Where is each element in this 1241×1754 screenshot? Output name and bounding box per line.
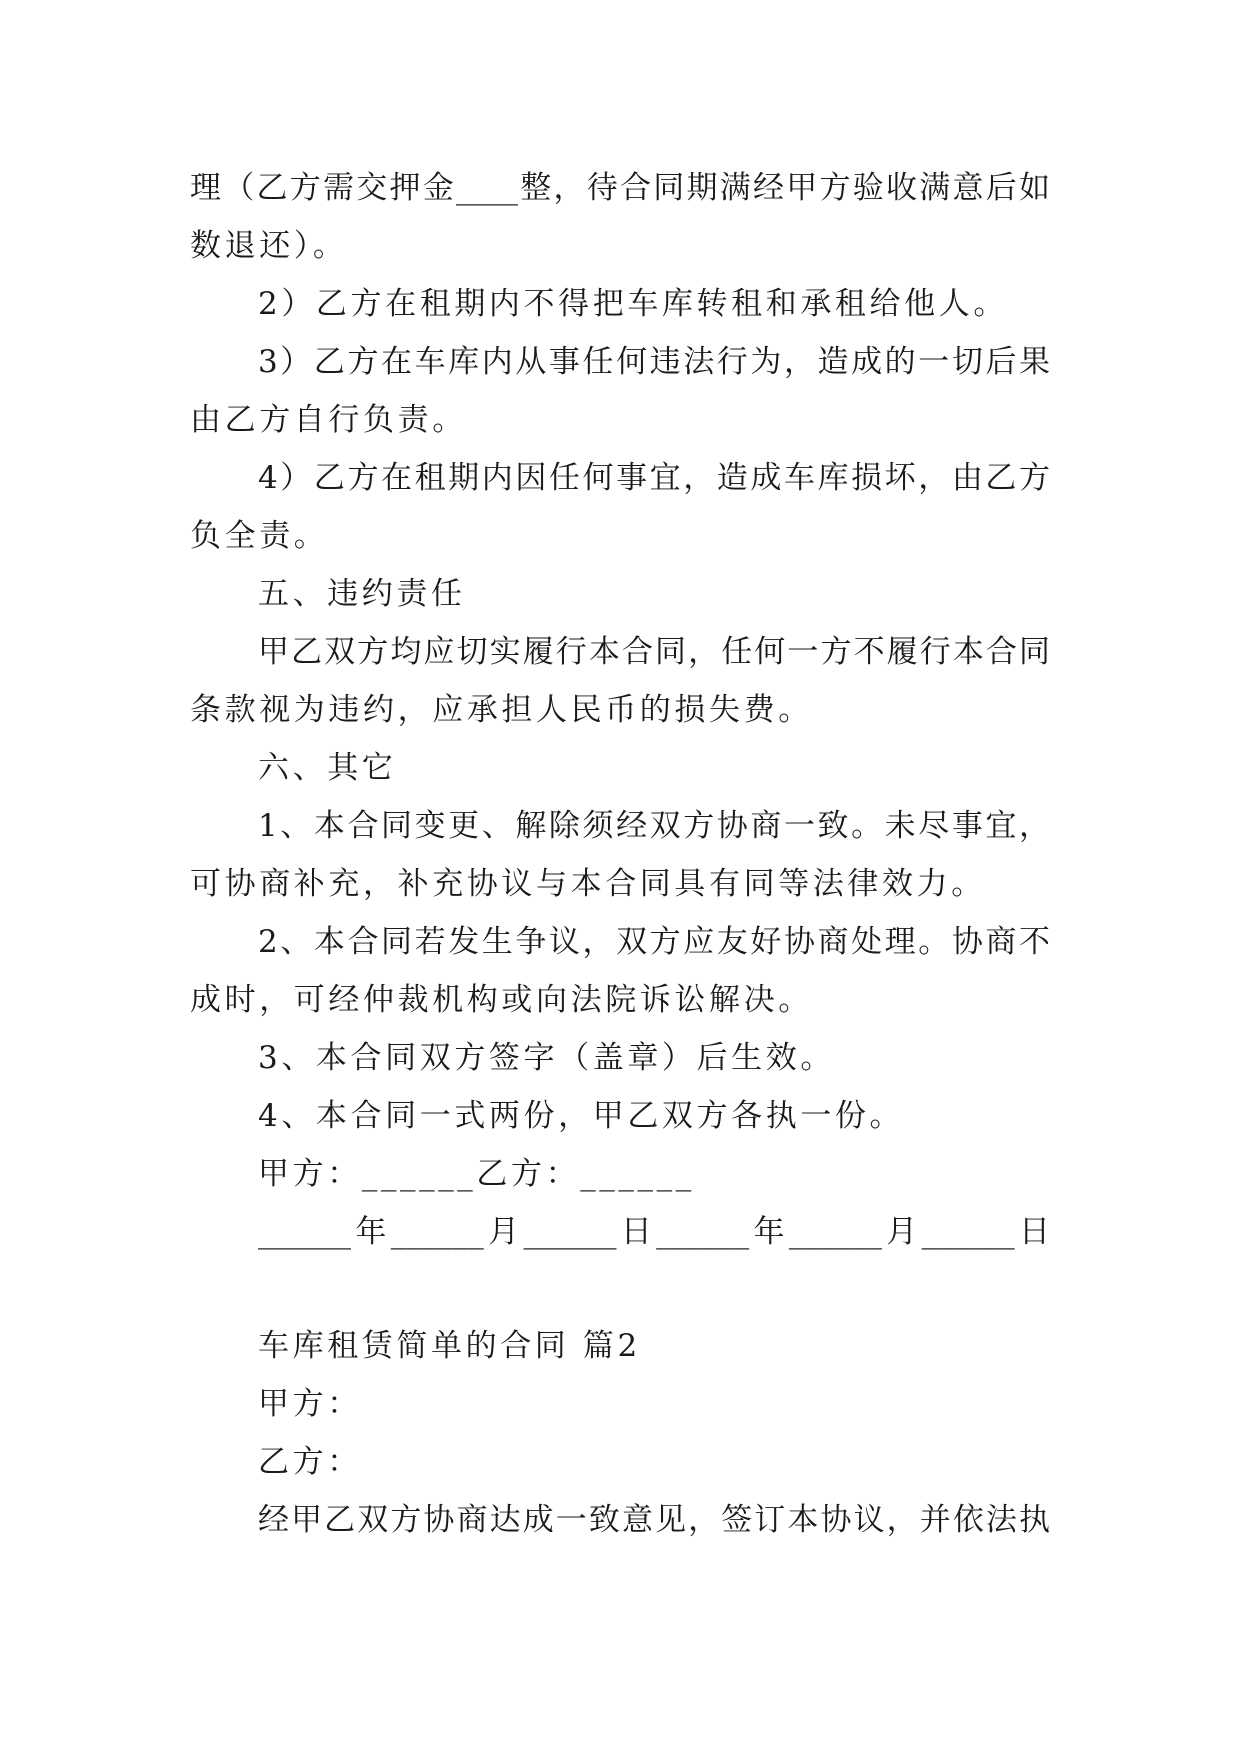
date-line: ______年______月______日______年______月______日	[258, 1214, 1050, 1250]
signature-line: 甲方：______乙方：______	[258, 1156, 695, 1192]
paragraph-line: 负全责。	[190, 518, 329, 554]
paragraph-line: 理（乙方需交押金____整，待合同期满经甲方验收满意后如	[190, 170, 1050, 206]
paragraph-line: 条款视为违约，应承担人民币的损失费。	[190, 692, 813, 728]
section-heading: 六、其它	[258, 750, 397, 786]
clause-item: 4、本合同一式两份，甲乙双方各执一份。	[258, 1098, 905, 1134]
paragraph-line: 数退还）。	[190, 228, 348, 264]
paragraph-line: 可协商补充，补充协议与本合同具有同等法律效力。	[190, 866, 986, 902]
clause-item: 2、本合同若发生争议，双方应友好协商处理。协商不	[258, 924, 1050, 960]
paragraph-line: 甲乙双方均应切实履行本合同，任何一方不履行本合同	[258, 634, 1050, 670]
clause-item: 3）乙方在车库内从事任何违法行为，造成的一切后果	[258, 344, 1050, 380]
clause-item: 3、本合同双方签字（盖章）后生效。	[258, 1040, 835, 1076]
clause-item: 1、本合同变更、解除须经双方协商一致。未尽事宜，	[258, 808, 1050, 844]
clause-item: 4）乙方在租期内因任何事宜，造成车库损坏，由乙方	[258, 460, 1050, 496]
section-heading: 五、违约责任	[258, 576, 466, 612]
paragraph-line: 成时，可经仲裁机构或向法院诉讼解决。	[190, 982, 813, 1018]
party-a-label: 甲方：	[258, 1386, 362, 1422]
paragraph-line: 经甲乙双方协商达成一致意见，签订本协议，并依法执	[258, 1502, 1050, 1538]
paragraph-line: 由乙方自行负责。	[190, 402, 467, 438]
clause-item: 2）乙方在租期内不得把车库转租和承租给他人。	[258, 286, 1008, 322]
party-b-label: 乙方：	[258, 1444, 362, 1480]
contract-title: 车库租赁简单的合同 篇2	[258, 1328, 641, 1364]
